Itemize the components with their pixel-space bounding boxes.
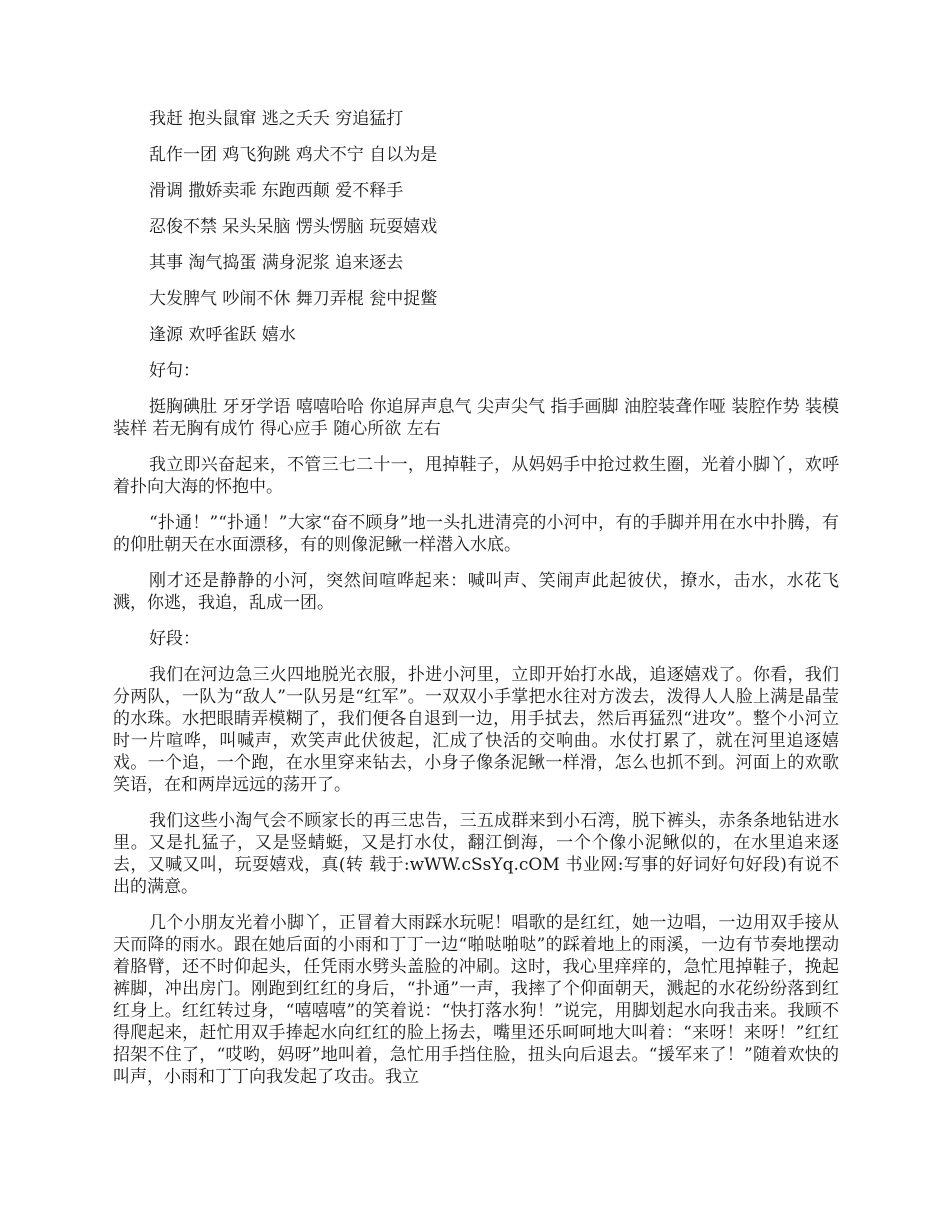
word-list-line: 我赶 抱头鼠窜 逃之夭夭 穷追猛打	[149, 109, 404, 129]
word-list-line: 逢源 欢呼雀跃 嬉水	[149, 325, 296, 345]
word-list-line: 其事 淘气捣蛋 满身泥浆 追来逐去	[149, 253, 404, 273]
word-list-line: 大发脾气 吵闹不休 舞刀弄棍 瓮中捉鳖	[149, 289, 438, 309]
good-sentence-paragraph: 刚才还是静静的小河，突然间喧哗起来：喊叫声、笑闹声此起彼伏，撩水，击水，水花飞溅，你逃，我追，乱成一团。	[113, 571, 839, 613]
good-sentences-heading: 好句：	[149, 361, 200, 381]
good-sentence-paragraph: 我立即兴奋起来，不管三七二十一，甩掉鞋子，从妈妈手中抢过救生圈，光着小脚丫，欢呼着扑向大海的怀抱中。	[113, 455, 839, 497]
good-paragraph: 我们在河边急三火四地脱光衣服，扑进小河里，立即开始打水战，追逐嬉戏了。你看，我们分两队，一队为“敌人”一队另是“红军”。一双双小手掌把水往对方泼去，泼得人人脸上满是晶莹的水珠。水把眼睛弄模糊了，我们便各自退到一边，用手拭去，然后再猛烈“进攻”。整个小河立时一片喧哗，叫喊声，欢笑声此伏彼起，汇成了快活的交响曲。水仗打累了，就在河里追逐嬉戏。一个追，一个跑，在水里穿来钻去，小身子像条泥鳅一样滑，怎么也抓不到。河面上的欢歌笑语，在和两岸远远的荡开了。	[113, 665, 839, 795]
good-paragraphs-heading: 好段：	[149, 629, 200, 649]
good-sentence-paragraph: “扑通！”“扑通！”大家“奋不顾身”地一头扎进清亮的小河中，有的手脚并用在水中扑腾，有的仰肚朝天在水面漂移，有的则像泥鳅一样潜入水底。	[113, 513, 839, 555]
document-body	[113, 108, 839, 1102]
good-paragraph: 几个小朋友光着小脚丫，正冒着大雨踩水玩呢！唱歌的是红红，她一边唱，一边用双手接从天而降的雨水。跟在她后面的小雨和丁丁一边“啪哒啪哒”的踩着地上的雨溪，一边有节奏地摆动着胳臂，还不时仰起头，任凭雨水劈头盖脸的冲刷。这时，我心里痒痒的，急忙甩掉鞋子，挽起裤脚，冲出房门。刚跑到红红的身后，“扑通”一声，我摔了个仰面朝天，溅起的水花纷纷落到红红身上。红红转过身，“嘻嘻嘻”的笑着说：“快打落水狗！”说完，用脚划起水向我击来。我顾不得爬起来，赶忙用双手捧起水向红红的脸上扬去，嘴里还乐呵呵地大叫着：“来呀！来呀！”红红招架不住了，“哎哟，妈呀”地叫着，急忙用手挡住脸，扭头向后退去。“援军来了！”随着欢快的叫声，小雨和丁丁向我发起了攻击。我立	[113, 913, 839, 1087]
word-list-line: 忍俊不禁 呆头呆脑 愣头愣脑 玩耍嬉戏	[149, 217, 438, 237]
good-sentence-paragraph: 挺胸碘肚 牙牙学语 嘻嘻哈哈 你追屏声息气 尖声尖气 指手画脚 油腔装聋作哑 装腔作势 装模装样 若无胸有成竹 得心应手 随心所欲 左右	[113, 397, 839, 439]
word-list-line: 滑调 撒娇卖乖 东跑西颠 爱不释手	[149, 181, 404, 201]
good-paragraph: 我们这些小淘气会不顾家长的再三忠告，三五成群来到小石湾，脱下裤头，赤条条地钻进水里。又是扎猛子，又是竖蜻蜓，又是打水仗，翻江倒海，一个个像小泥鳅似的，在水里追来逐去，又喊又叫，玩耍嬉戏，真(转 载于:wWW.cSsYq.cOM 书业网:写事的好词好句好段)有说不出的满意。	[113, 811, 839, 897]
word-list-line: 乱作一团 鸡飞狗跳 鸡犬不宁 自以为是	[149, 145, 438, 165]
